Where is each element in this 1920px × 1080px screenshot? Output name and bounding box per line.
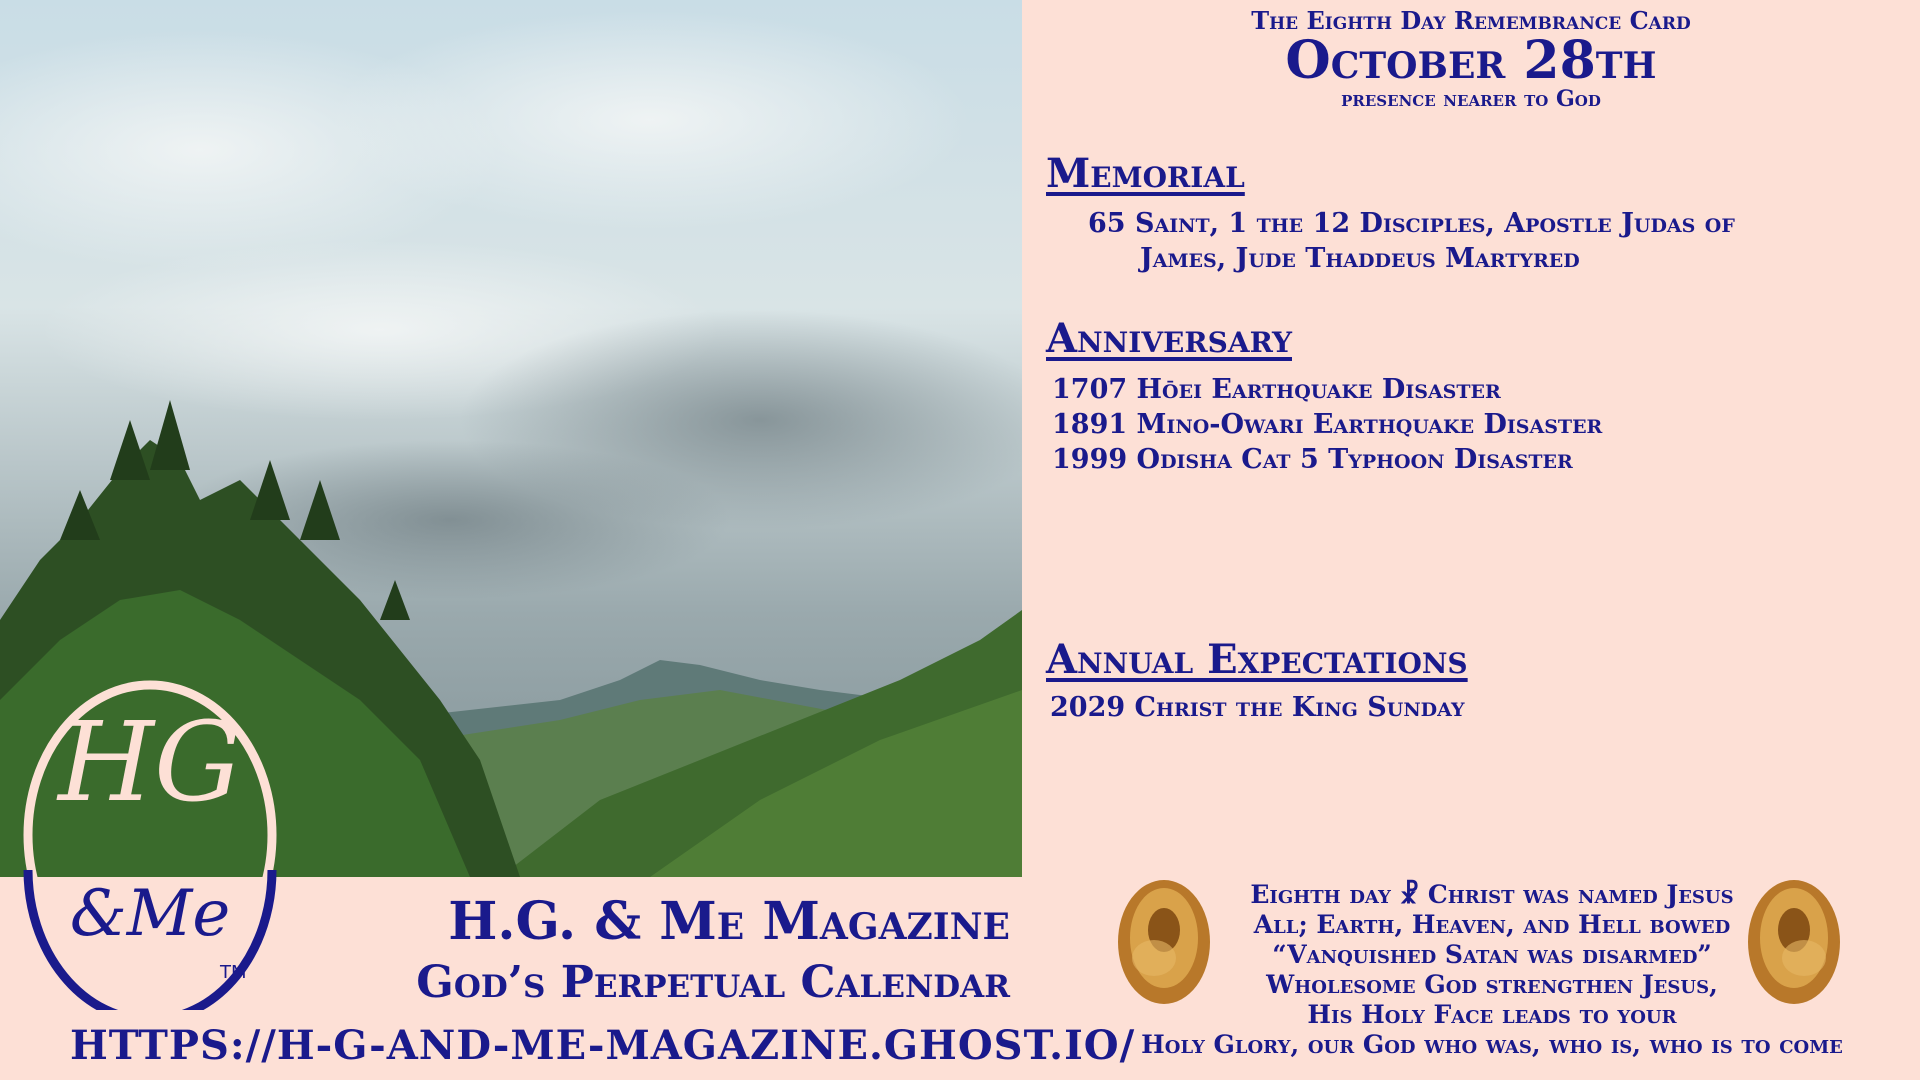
anniversary-line: 1891 Mino-Owari Earthquake Disaster bbox=[1052, 409, 1603, 440]
prayer-line: “Vanquished Satan was disarmed” bbox=[1272, 940, 1712, 969]
prayer-line: Eighth day ☧ Christ was named Jesus bbox=[1250, 880, 1734, 909]
chi-rho-icon: ☧ bbox=[1399, 880, 1420, 909]
card-date: October 28th bbox=[1285, 30, 1657, 91]
anniversary-line: 1707 Hōei Earthquake Disaster bbox=[1052, 374, 1501, 405]
card-subtitle: presence nearer to God bbox=[1341, 86, 1601, 112]
logo-me-text: &Me bbox=[69, 877, 231, 951]
anniversary-line: 1999 Odisha Cat 5 Typhoon Disaster bbox=[1052, 444, 1573, 475]
magazine-subtitle: God’s Perpetual Calendar bbox=[416, 957, 1010, 1008]
logo-tm-text: TM bbox=[220, 962, 247, 983]
memorial-heading: Memorial bbox=[1046, 150, 1245, 197]
expectations-line: 2029 Christ the King Sunday bbox=[1050, 692, 1465, 723]
remembrance-card bbox=[1022, 0, 1920, 1080]
prayer-line: All; Earth, Heaven, and Hell bowed bbox=[1253, 910, 1731, 939]
prayer-line: Wholesome God strengthen Jesus, bbox=[1266, 970, 1718, 999]
anniversary-heading: Anniversary bbox=[1046, 315, 1292, 362]
memorial-line: James, Jude Thaddeus Martyred bbox=[1140, 243, 1580, 274]
prayer-text bbox=[1102, 880, 1882, 1060]
memorial-line: 65 Saint, 1 the 12 Disciples, Apostle Judas of bbox=[1088, 208, 1735, 239]
logo-hg-text: HG bbox=[58, 698, 242, 826]
prayer-line: Holy Glory, our God who was, who is, who is to come bbox=[1141, 1030, 1843, 1059]
magazine-url[interactable]: HTTPS://H-G-AND-ME-MAGAZINE.GHOST.IO/ bbox=[70, 1022, 1136, 1069]
magazine-title: H.G. & Me Magazine bbox=[448, 891, 1010, 952]
hg-me-logo bbox=[10, 670, 290, 1010]
prayer-line: His Holy Face leads to your bbox=[1307, 1000, 1677, 1029]
card-kicker: The Eighth Day Remembrance Card bbox=[1251, 6, 1691, 35]
expectations-heading: Annual Expectations bbox=[1046, 636, 1468, 683]
